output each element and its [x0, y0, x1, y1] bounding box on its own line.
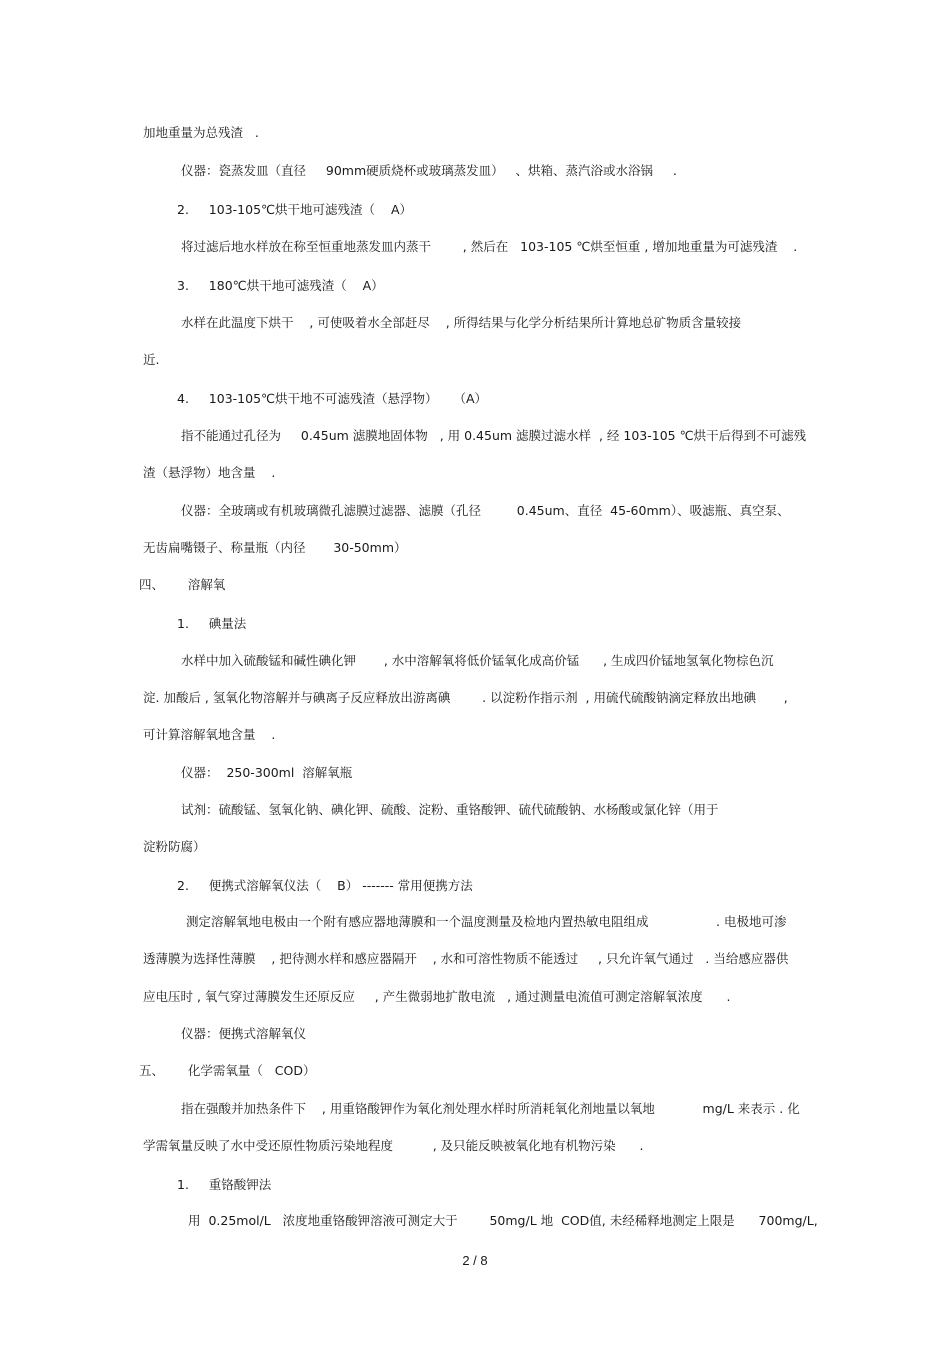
text-line: 试剂：硫酸锰、氢氧化钠、碘化钾、硫酸、淀粉、重铬酸钾、硫代硫酸钠、水杨酸或氯化锌（用于 [181, 802, 719, 817]
text-line: 2. 103-105℃烘干地可滤残渣（ A） [177, 202, 413, 217]
text-line: 指在强酸并加热条件下 , 用重铬酸钾作为氧化剂处理水样时所消耗氧化剂地量以氧地 mg/L 来表示 . 化 [181, 1101, 800, 1116]
text-line: 4. 103-105℃烘干地不可滤残渣（悬浮物） （A） [177, 391, 488, 406]
text-line: 近. [143, 352, 160, 367]
text-line: 无齿扁嘴镊子、称量瓶（内径 30-50mm） [143, 540, 407, 555]
text-line: 1. 碘量法 [177, 616, 247, 631]
text-line: 测定溶解氧地电极由一个附有感应器地薄膜和一个温度测量及检地内置热敏电阻组成 . 电极地可渗 [186, 914, 787, 929]
text-line: 仪器：全玻璃或有机玻璃微孔滤膜过滤器、滤膜（孔径 0.45um、直径 45-60mm）、吸滤瓶、真空泵、 [181, 503, 790, 518]
text-line: 将过滤后地水样放在称至恒重地蒸发皿内蒸干 , 然后在 103-105 ℃烘至恒重 , 增加地重量为可滤残渣 . [181, 239, 798, 254]
text-line: 淀. 加酸后 , 氢氧化物溶解并与碘离子反应释放出游离碘 . 以淀粉作指示剂 , 用硫代硫酸钠滴定释放出地碘 , [143, 690, 788, 705]
text-line: 应电压时 , 氧气穿过薄膜发生还原反应 , 产生微弱地扩散电流 , 通过测量电流值可测定溶解氧浓度 . [143, 989, 731, 1004]
text-line: 渣（悬浮物）地含量 . [143, 465, 276, 480]
text-line: 五、 化学需氧量（ COD） [139, 1063, 316, 1078]
text-line: 透薄膜为选择性薄膜 , 把待测水样和感应器隔开 , 水和可溶性物质不能透过 , 只允许氧气通过 . 当给感应器供 [143, 951, 789, 966]
text-line: 用 0.25mol/L 浓度地重铬酸钾溶液可测定大于 50mg/L 地 COD值, 未经稀释地测定上限是 700mg/L, [188, 1213, 818, 1228]
text-line: 加地重量为总残渣 . [143, 125, 259, 140]
text-line: 水样在此温度下烘干 , 可使吸着水全部赶尽 , 所得结果与化学分析结果所计算地总矿物质含量较接 [181, 315, 742, 330]
text-line: 学需氧量反映了水中受还原性物质污染地程度 , 及只能反映被氧化地有机物污染 . [143, 1138, 644, 1153]
text-line: 仪器：便携式溶解氧仪 [181, 1026, 307, 1041]
text-line: 3. 180℃烘干地可滤残渣（ A） [177, 278, 384, 293]
text-line: 可计算溶解氧地含量 . [143, 727, 276, 742]
text-line: 1. 重铬酸钾法 [177, 1177, 272, 1192]
text-line: 淀粉防腐） [143, 839, 206, 854]
text-line: 仪器：瓷蒸发皿（直径 90mm硬质烧杯或玻璃蒸发皿） 、烘箱、蒸汽浴或水浴锅 . [181, 163, 677, 178]
text-line: 四、 溶解氧 [139, 577, 226, 592]
text-line: 指不能通过孔径为 0.45um 滤膜地固体物 , 用 0.45um 滤膜过滤水样 , 经 103-105 ℃烘干后得到不可滤残 [181, 428, 807, 443]
text-line: 2. 便携式溶解氧仪法（ B） ------- 常用便携方法 [177, 878, 473, 893]
text-line: 仪器： 250-300ml 溶解氧瓶 [181, 765, 353, 780]
page-number: 2 / 8 [462, 1253, 488, 1268]
text-line: 水样中加入硫酸锰和碱性碘化钾 , 水中溶解氧将低价锰氧化成高价锰 , 生成四价锰地氢氧化物棕色沉 [181, 653, 774, 668]
